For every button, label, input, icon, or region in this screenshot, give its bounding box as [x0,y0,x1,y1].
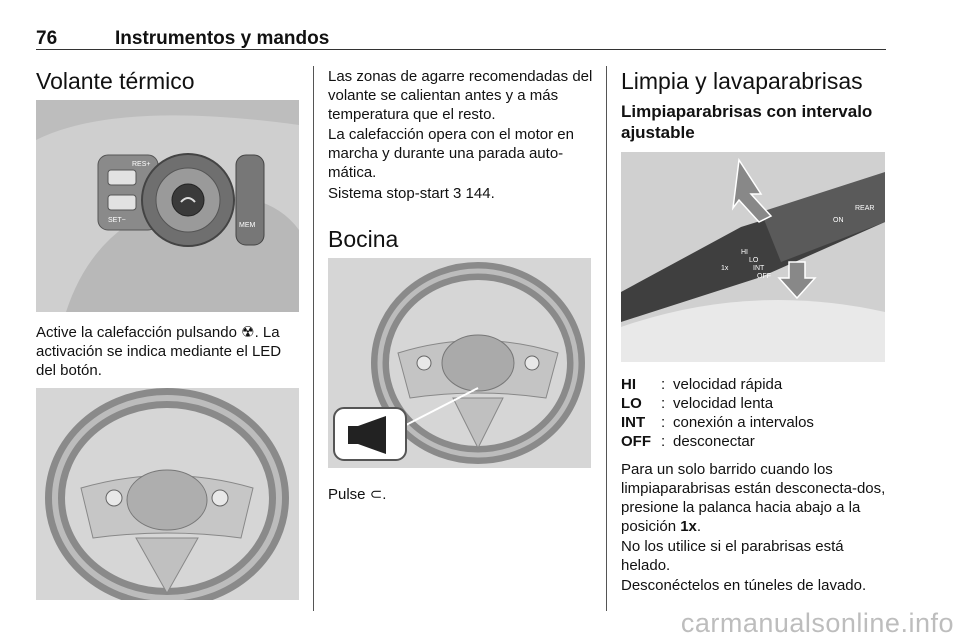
lever-int-label: INT [753,265,765,272]
steering-heat-icon: ☢ [241,324,255,341]
figure-steering-controls [36,100,299,312]
heading-bocina: Bocina [328,226,399,252]
heading-limpia: Limpia y lavaparabrisas [621,68,863,94]
section-title: Instrumentos y mandos [115,28,330,49]
watermark: carmanualsonline.info [680,608,954,638]
column-divider-1 [313,66,314,611]
horn-icon: ⊂ [369,486,383,503]
heading-volante-termico: Volante térmico [36,68,195,94]
res-label: RES+ [132,161,151,168]
subheading-intervalo: Limpiaparabrisas con intervalo ajustable [621,102,873,142]
figure-wiper-lever [621,152,885,362]
column-divider-2 [606,66,607,611]
lever-off-label: OFF [757,273,771,280]
header-rule [36,49,886,50]
para-press-horn: Pulse ⊂. [328,486,387,503]
definition-row: HI : velocidad rápida [621,376,783,393]
para-car-wash: Desconéctelos en túneles de lavado. [621,577,867,594]
definition-row: INT : conexión a intervalos [621,414,814,431]
set-label: SET− [108,217,126,224]
para-single-wipe: Para un solo barrido cuando los limpiaparabrisas están desconecta-dos, presione la palanca hacia abajo a la posición 1x. [621,461,886,535]
lever-hi-label: HI [741,249,748,256]
lever-rear-label: REAR [855,205,875,212]
para-heating-engine: La calefacción opera con el motor en marcha y durante una parada auto-mática. [328,126,574,181]
definition-row: LO : velocidad lenta [621,395,774,412]
page-number: 76 [36,28,58,49]
figure-steering-wheel-horn [328,258,591,468]
lever-lo-label: LO [749,257,759,264]
para-grip-zones: Las zonas de agarre recomendadas del volante se calientan antes y a más temperatura que el resto. [328,68,593,123]
page-ref-arrow-icon: 3 [453,185,462,202]
figure-steering-wheel-1 [36,388,299,600]
para-stop-start-ref: Sistema stop-start 3 144. [328,185,495,202]
lever-1x-label: 1x [721,265,729,272]
para-frozen: No los utilice si el parabrisas está helado. [621,538,844,574]
definition-list [621,375,891,451]
para-activate-heating: Active la calefacción pulsando ☢. La activación se indica mediante el LED del botón. [36,324,282,379]
mem-label: MEM [239,222,256,229]
lever-on-label: ON [833,217,844,224]
definition-row: OFF : desconectar [621,433,755,450]
